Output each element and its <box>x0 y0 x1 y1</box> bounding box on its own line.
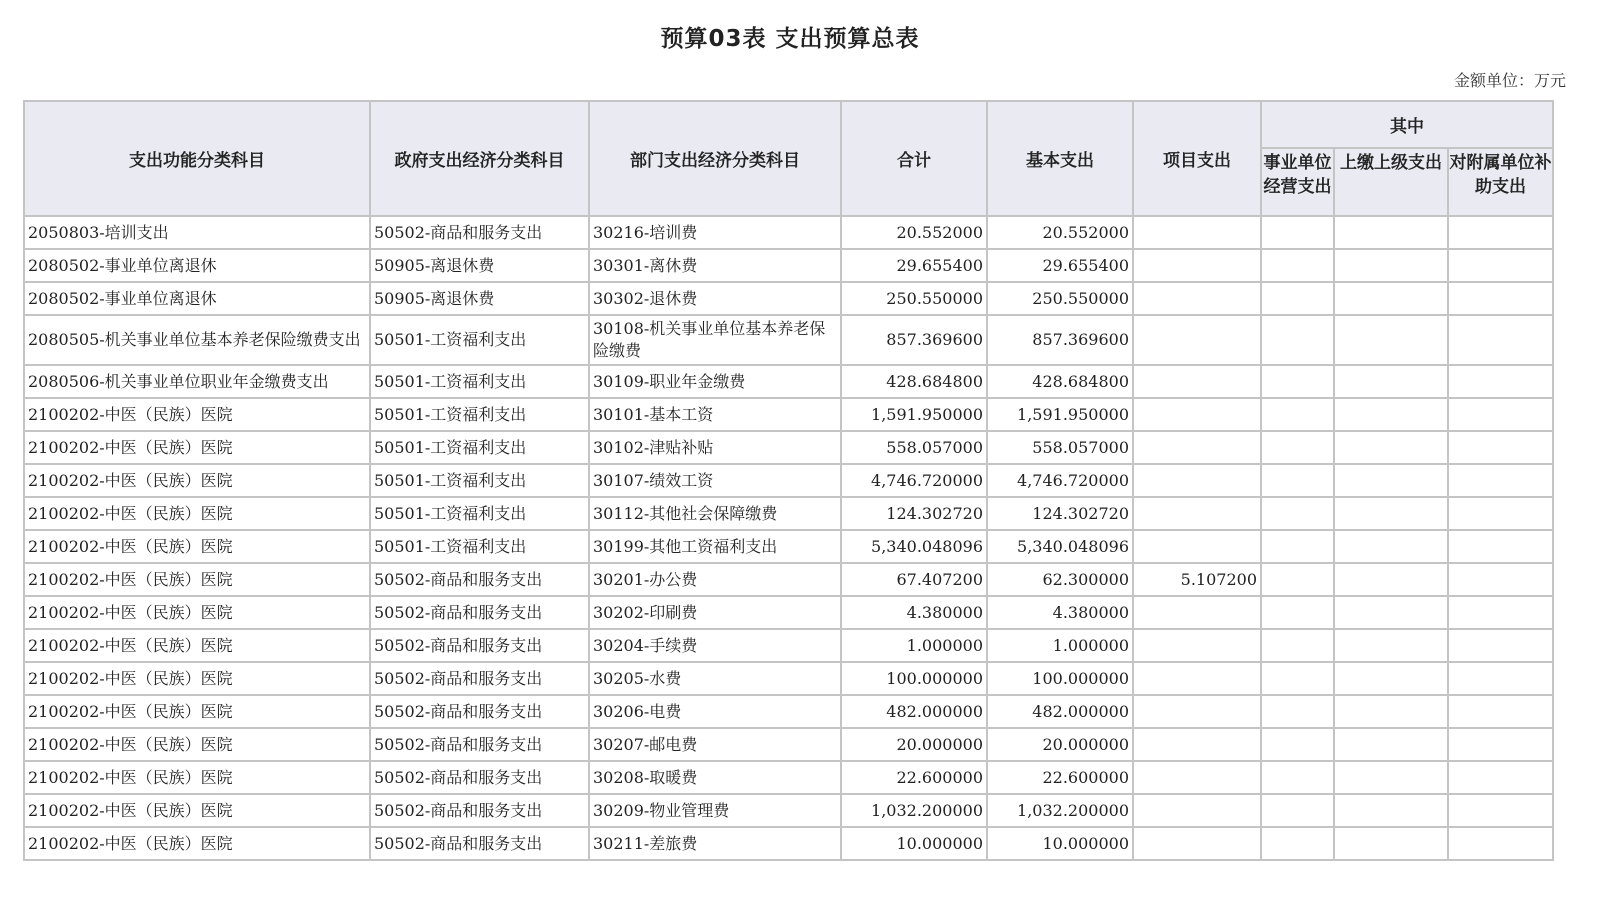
cell-func-category: 2100202-中医（民族）医院 <box>24 596 370 629</box>
cell-dept-econ-category: 30199-其他工资福利支出 <box>589 530 841 563</box>
cell-total: 250.550000 <box>841 282 987 315</box>
cell-business-operation <box>1261 249 1334 282</box>
cell-dept-econ-category: 30109-职业年金缴费 <box>589 365 841 398</box>
cell-upper-remittance <box>1334 827 1448 860</box>
cell-gov-econ-category: 50501-工资福利支出 <box>370 530 589 563</box>
cell-dept-econ-category: 30208-取暖费 <box>589 761 841 794</box>
cell-dept-econ-category: 30206-电费 <box>589 695 841 728</box>
cell-func-category: 2100202-中医（民族）医院 <box>24 761 370 794</box>
cell-gov-econ-category: 50502-商品和服务支出 <box>370 629 589 662</box>
table-row <box>24 827 1553 860</box>
table-row <box>24 530 1553 563</box>
cell-affiliate-subsidy <box>1448 530 1553 563</box>
cell-upper-remittance <box>1334 794 1448 827</box>
cell-func-category: 2100202-中医（民族）医院 <box>24 827 370 860</box>
cell-gov-econ-category: 50502-商品和服务支出 <box>370 728 589 761</box>
cell-upper-remittance <box>1334 249 1448 282</box>
cell-total: 1.000000 <box>841 629 987 662</box>
cell-func-category: 2100202-中医（民族）医院 <box>24 431 370 464</box>
cell-affiliate-subsidy <box>1448 827 1553 860</box>
cell-total: 1,032.200000 <box>841 794 987 827</box>
cell-total: 428.684800 <box>841 365 987 398</box>
cell-upper-remittance <box>1334 662 1448 695</box>
cell-basic: 1,591.950000 <box>987 398 1133 431</box>
cell-dept-econ-category: 30204-手续费 <box>589 629 841 662</box>
table-row <box>24 629 1553 662</box>
cell-basic: 482.000000 <box>987 695 1133 728</box>
cell-dept-econ-category: 30209-物业管理费 <box>589 794 841 827</box>
cell-dept-econ-category: 30112-其他社会保障缴费 <box>589 497 841 530</box>
cell-affiliate-subsidy <box>1448 629 1553 662</box>
cell-project <box>1133 431 1261 464</box>
cell-total: 20.000000 <box>841 728 987 761</box>
cell-func-category: 2100202-中医（民族）医院 <box>24 794 370 827</box>
header-basic-expenditure: 基本支出 <box>987 101 1133 216</box>
header-upper-remittance <box>1334 148 1448 216</box>
cell-business-operation <box>1261 761 1334 794</box>
cell-gov-econ-category: 50502-商品和服务支出 <box>370 827 589 860</box>
cell-business-operation <box>1261 398 1334 431</box>
cell-upper-remittance <box>1334 596 1448 629</box>
cell-gov-econ-category: 50502-商品和服务支出 <box>370 216 589 249</box>
cell-project <box>1133 365 1261 398</box>
cell-project <box>1133 629 1261 662</box>
table-body <box>24 216 1553 860</box>
cell-affiliate-subsidy <box>1448 249 1553 282</box>
cell-business-operation <box>1261 464 1334 497</box>
cell-business-operation <box>1261 497 1334 530</box>
cell-affiliate-subsidy <box>1448 315 1553 365</box>
table-row <box>24 315 1553 365</box>
cell-project <box>1133 827 1261 860</box>
cell-upper-remittance <box>1334 695 1448 728</box>
cell-dept-econ-category: 30302-退休费 <box>589 282 841 315</box>
cell-gov-econ-category: 50501-工资福利支出 <box>370 497 589 530</box>
cell-total: 67.407200 <box>841 563 987 596</box>
cell-dept-econ-category: 30211-差旅费 <box>589 827 841 860</box>
cell-basic: 100.000000 <box>987 662 1133 695</box>
cell-business-operation <box>1261 315 1334 365</box>
cell-basic: 5,340.048096 <box>987 530 1133 563</box>
cell-gov-econ-category: 50501-工资福利支出 <box>370 365 589 398</box>
cell-total: 482.000000 <box>841 695 987 728</box>
cell-project <box>1133 315 1261 365</box>
cell-total: 5,340.048096 <box>841 530 987 563</box>
cell-upper-remittance <box>1334 530 1448 563</box>
table-row <box>24 728 1553 761</box>
cell-business-operation <box>1261 794 1334 827</box>
cell-func-category: 2100202-中医（民族）医院 <box>24 398 370 431</box>
cell-business-operation <box>1261 563 1334 596</box>
cell-gov-econ-category: 50502-商品和服务支出 <box>370 695 589 728</box>
table-header <box>24 101 1553 216</box>
cell-basic: 4.380000 <box>987 596 1133 629</box>
cell-business-operation <box>1261 662 1334 695</box>
table-row <box>24 464 1553 497</box>
cell-affiliate-subsidy <box>1448 497 1553 530</box>
table-row <box>24 365 1553 398</box>
header-among-group: 其中 <box>1261 101 1553 148</box>
cell-dept-econ-category: 30102-津贴补贴 <box>589 431 841 464</box>
cell-gov-econ-category: 50501-工资福利支出 <box>370 398 589 431</box>
cell-basic: 22.600000 <box>987 761 1133 794</box>
cell-gov-econ-category: 50502-商品和服务支出 <box>370 662 589 695</box>
header-func-category: 支出功能分类科目 <box>24 101 370 216</box>
cell-func-category: 2050803-培训支出 <box>24 216 370 249</box>
cell-total: 124.302720 <box>841 497 987 530</box>
cell-func-category: 2100202-中医（民族）医院 <box>24 695 370 728</box>
page-title: 预算03表 支出预算总表 <box>660 26 920 52</box>
table-row <box>24 497 1553 530</box>
cell-business-operation <box>1261 728 1334 761</box>
cell-upper-remittance <box>1334 497 1448 530</box>
expenditure-budget-table <box>23 100 1554 861</box>
cell-project: 5.107200 <box>1133 563 1261 596</box>
cell-project <box>1133 464 1261 497</box>
cell-dept-econ-category: 30205-水费 <box>589 662 841 695</box>
header-business-operation-label: 事业单位经营支出 <box>1263 153 1332 197</box>
cell-project <box>1133 662 1261 695</box>
header-dept-econ-category: 部门支出经济分类科目 <box>589 101 841 216</box>
cell-upper-remittance <box>1334 728 1448 761</box>
cell-func-category: 2100202-中医（民族）医院 <box>24 530 370 563</box>
cell-gov-econ-category: 50502-商品和服务支出 <box>370 794 589 827</box>
cell-total: 29.655400 <box>841 249 987 282</box>
cell-project <box>1133 695 1261 728</box>
cell-project <box>1133 216 1261 249</box>
cell-gov-econ-category: 50905-离退休费 <box>370 282 589 315</box>
cell-basic: 1.000000 <box>987 629 1133 662</box>
cell-project <box>1133 282 1261 315</box>
table-row <box>24 563 1553 596</box>
cell-dept-econ-category: 30201-办公费 <box>589 563 841 596</box>
cell-affiliate-subsidy <box>1448 794 1553 827</box>
cell-gov-econ-category: 50501-工资福利支出 <box>370 315 589 365</box>
cell-basic: 62.300000 <box>987 563 1133 596</box>
cell-project <box>1133 530 1261 563</box>
cell-gov-econ-category: 50502-商品和服务支出 <box>370 761 589 794</box>
cell-project <box>1133 398 1261 431</box>
cell-affiliate-subsidy <box>1448 728 1553 761</box>
table-row <box>24 761 1553 794</box>
header-upper-remittance-label: 上缴上级支出 <box>1340 153 1442 173</box>
cell-affiliate-subsidy <box>1448 695 1553 728</box>
cell-affiliate-subsidy <box>1448 216 1553 249</box>
cell-project <box>1133 596 1261 629</box>
cell-basic: 10.000000 <box>987 827 1133 860</box>
cell-business-operation <box>1261 365 1334 398</box>
table-row <box>24 249 1553 282</box>
cell-func-category: 2100202-中医（民族）医院 <box>24 629 370 662</box>
cell-basic: 428.684800 <box>987 365 1133 398</box>
cell-basic: 1,032.200000 <box>987 794 1133 827</box>
cell-dept-econ-category: 30301-离休费 <box>589 249 841 282</box>
cell-gov-econ-category: 50501-工资福利支出 <box>370 431 589 464</box>
cell-upper-remittance <box>1334 398 1448 431</box>
cell-func-category: 2100202-中医（民族）医院 <box>24 464 370 497</box>
cell-upper-remittance <box>1334 464 1448 497</box>
cell-basic: 29.655400 <box>987 249 1133 282</box>
cell-gov-econ-category: 50905-离退休费 <box>370 249 589 282</box>
header-business-operation <box>1261 148 1334 216</box>
table-row <box>24 596 1553 629</box>
cell-dept-econ-category: 30216-培训费 <box>589 216 841 249</box>
cell-business-operation <box>1261 431 1334 464</box>
header-total: 合计 <box>841 101 987 216</box>
cell-basic: 857.369600 <box>987 315 1133 365</box>
cell-affiliate-subsidy <box>1448 282 1553 315</box>
cell-func-category: 2100202-中医（民族）医院 <box>24 497 370 530</box>
cell-business-operation <box>1261 827 1334 860</box>
table-row <box>24 695 1553 728</box>
cell-dept-econ-category: 30101-基本工资 <box>589 398 841 431</box>
table-row <box>24 216 1553 249</box>
cell-basic: 4,746.720000 <box>987 464 1133 497</box>
cell-affiliate-subsidy <box>1448 761 1553 794</box>
cell-func-category: 2100202-中医（民族）医院 <box>24 662 370 695</box>
cell-gov-econ-category: 50501-工资福利支出 <box>370 464 589 497</box>
cell-business-operation <box>1261 216 1334 249</box>
cell-affiliate-subsidy <box>1448 464 1553 497</box>
header-gov-econ-category: 政府支出经济分类科目 <box>370 101 589 216</box>
cell-func-category: 2100202-中医（民族）医院 <box>24 728 370 761</box>
cell-basic: 250.550000 <box>987 282 1133 315</box>
cell-total: 20.552000 <box>841 216 987 249</box>
cell-gov-econ-category: 50502-商品和服务支出 <box>370 596 589 629</box>
cell-func-category: 2100202-中医（民族）医院 <box>24 563 370 596</box>
cell-total: 4.380000 <box>841 596 987 629</box>
cell-total: 10.000000 <box>841 827 987 860</box>
cell-dept-econ-category: 30107-绩效工资 <box>589 464 841 497</box>
cell-affiliate-subsidy <box>1448 596 1553 629</box>
cell-project <box>1133 794 1261 827</box>
cell-basic: 558.057000 <box>987 431 1133 464</box>
cell-upper-remittance <box>1334 216 1448 249</box>
cell-project <box>1133 497 1261 530</box>
cell-affiliate-subsidy <box>1448 431 1553 464</box>
cell-basic: 20.552000 <box>987 216 1133 249</box>
cell-upper-remittance <box>1334 629 1448 662</box>
cell-business-operation <box>1261 695 1334 728</box>
cell-basic: 20.000000 <box>987 728 1133 761</box>
cell-upper-remittance <box>1334 431 1448 464</box>
header-affiliate-subsidy-label: 对附属单位补助支出 <box>1449 153 1552 197</box>
cell-gov-econ-category: 50502-商品和服务支出 <box>370 563 589 596</box>
cell-func-category: 2080506-机关事业单位职业年金缴费支出 <box>24 365 370 398</box>
cell-basic: 124.302720 <box>987 497 1133 530</box>
cell-upper-remittance <box>1334 365 1448 398</box>
cell-total: 22.600000 <box>841 761 987 794</box>
table-row <box>24 794 1553 827</box>
cell-business-operation <box>1261 530 1334 563</box>
cell-upper-remittance <box>1334 282 1448 315</box>
cell-total: 558.057000 <box>841 431 987 464</box>
cell-total: 4,746.720000 <box>841 464 987 497</box>
cell-total: 100.000000 <box>841 662 987 695</box>
cell-upper-remittance <box>1334 315 1448 365</box>
cell-affiliate-subsidy <box>1448 662 1553 695</box>
cell-business-operation <box>1261 629 1334 662</box>
table-row <box>24 662 1553 695</box>
cell-project <box>1133 761 1261 794</box>
table-row <box>24 398 1553 431</box>
cell-project <box>1133 728 1261 761</box>
cell-upper-remittance <box>1334 761 1448 794</box>
cell-func-category: 2080502-事业单位离退休 <box>24 249 370 282</box>
cell-affiliate-subsidy <box>1448 398 1553 431</box>
cell-affiliate-subsidy <box>1448 365 1553 398</box>
cell-func-category: 2080502-事业单位离退休 <box>24 282 370 315</box>
cell-affiliate-subsidy <box>1448 563 1553 596</box>
table-row <box>24 282 1553 315</box>
cell-project <box>1133 249 1261 282</box>
cell-total: 857.369600 <box>841 315 987 365</box>
cell-business-operation <box>1261 282 1334 315</box>
cell-upper-remittance <box>1334 563 1448 596</box>
header-affiliate-subsidy <box>1448 148 1553 216</box>
cell-total: 1,591.950000 <box>841 398 987 431</box>
cell-dept-econ-category: 30207-邮电费 <box>589 728 841 761</box>
amount-unit-label: 金额单位：万元 <box>1453 71 1566 90</box>
cell-dept-econ-category: 30108-机关事业单位基本养老保险缴费 <box>589 315 841 365</box>
header-project-expenditure: 项目支出 <box>1133 101 1261 216</box>
cell-dept-econ-category: 30202-印刷费 <box>589 596 841 629</box>
cell-func-category: 2080505-机关事业单位基本养老保险缴费支出 <box>24 315 370 365</box>
table-row <box>24 431 1553 464</box>
cell-business-operation <box>1261 596 1334 629</box>
